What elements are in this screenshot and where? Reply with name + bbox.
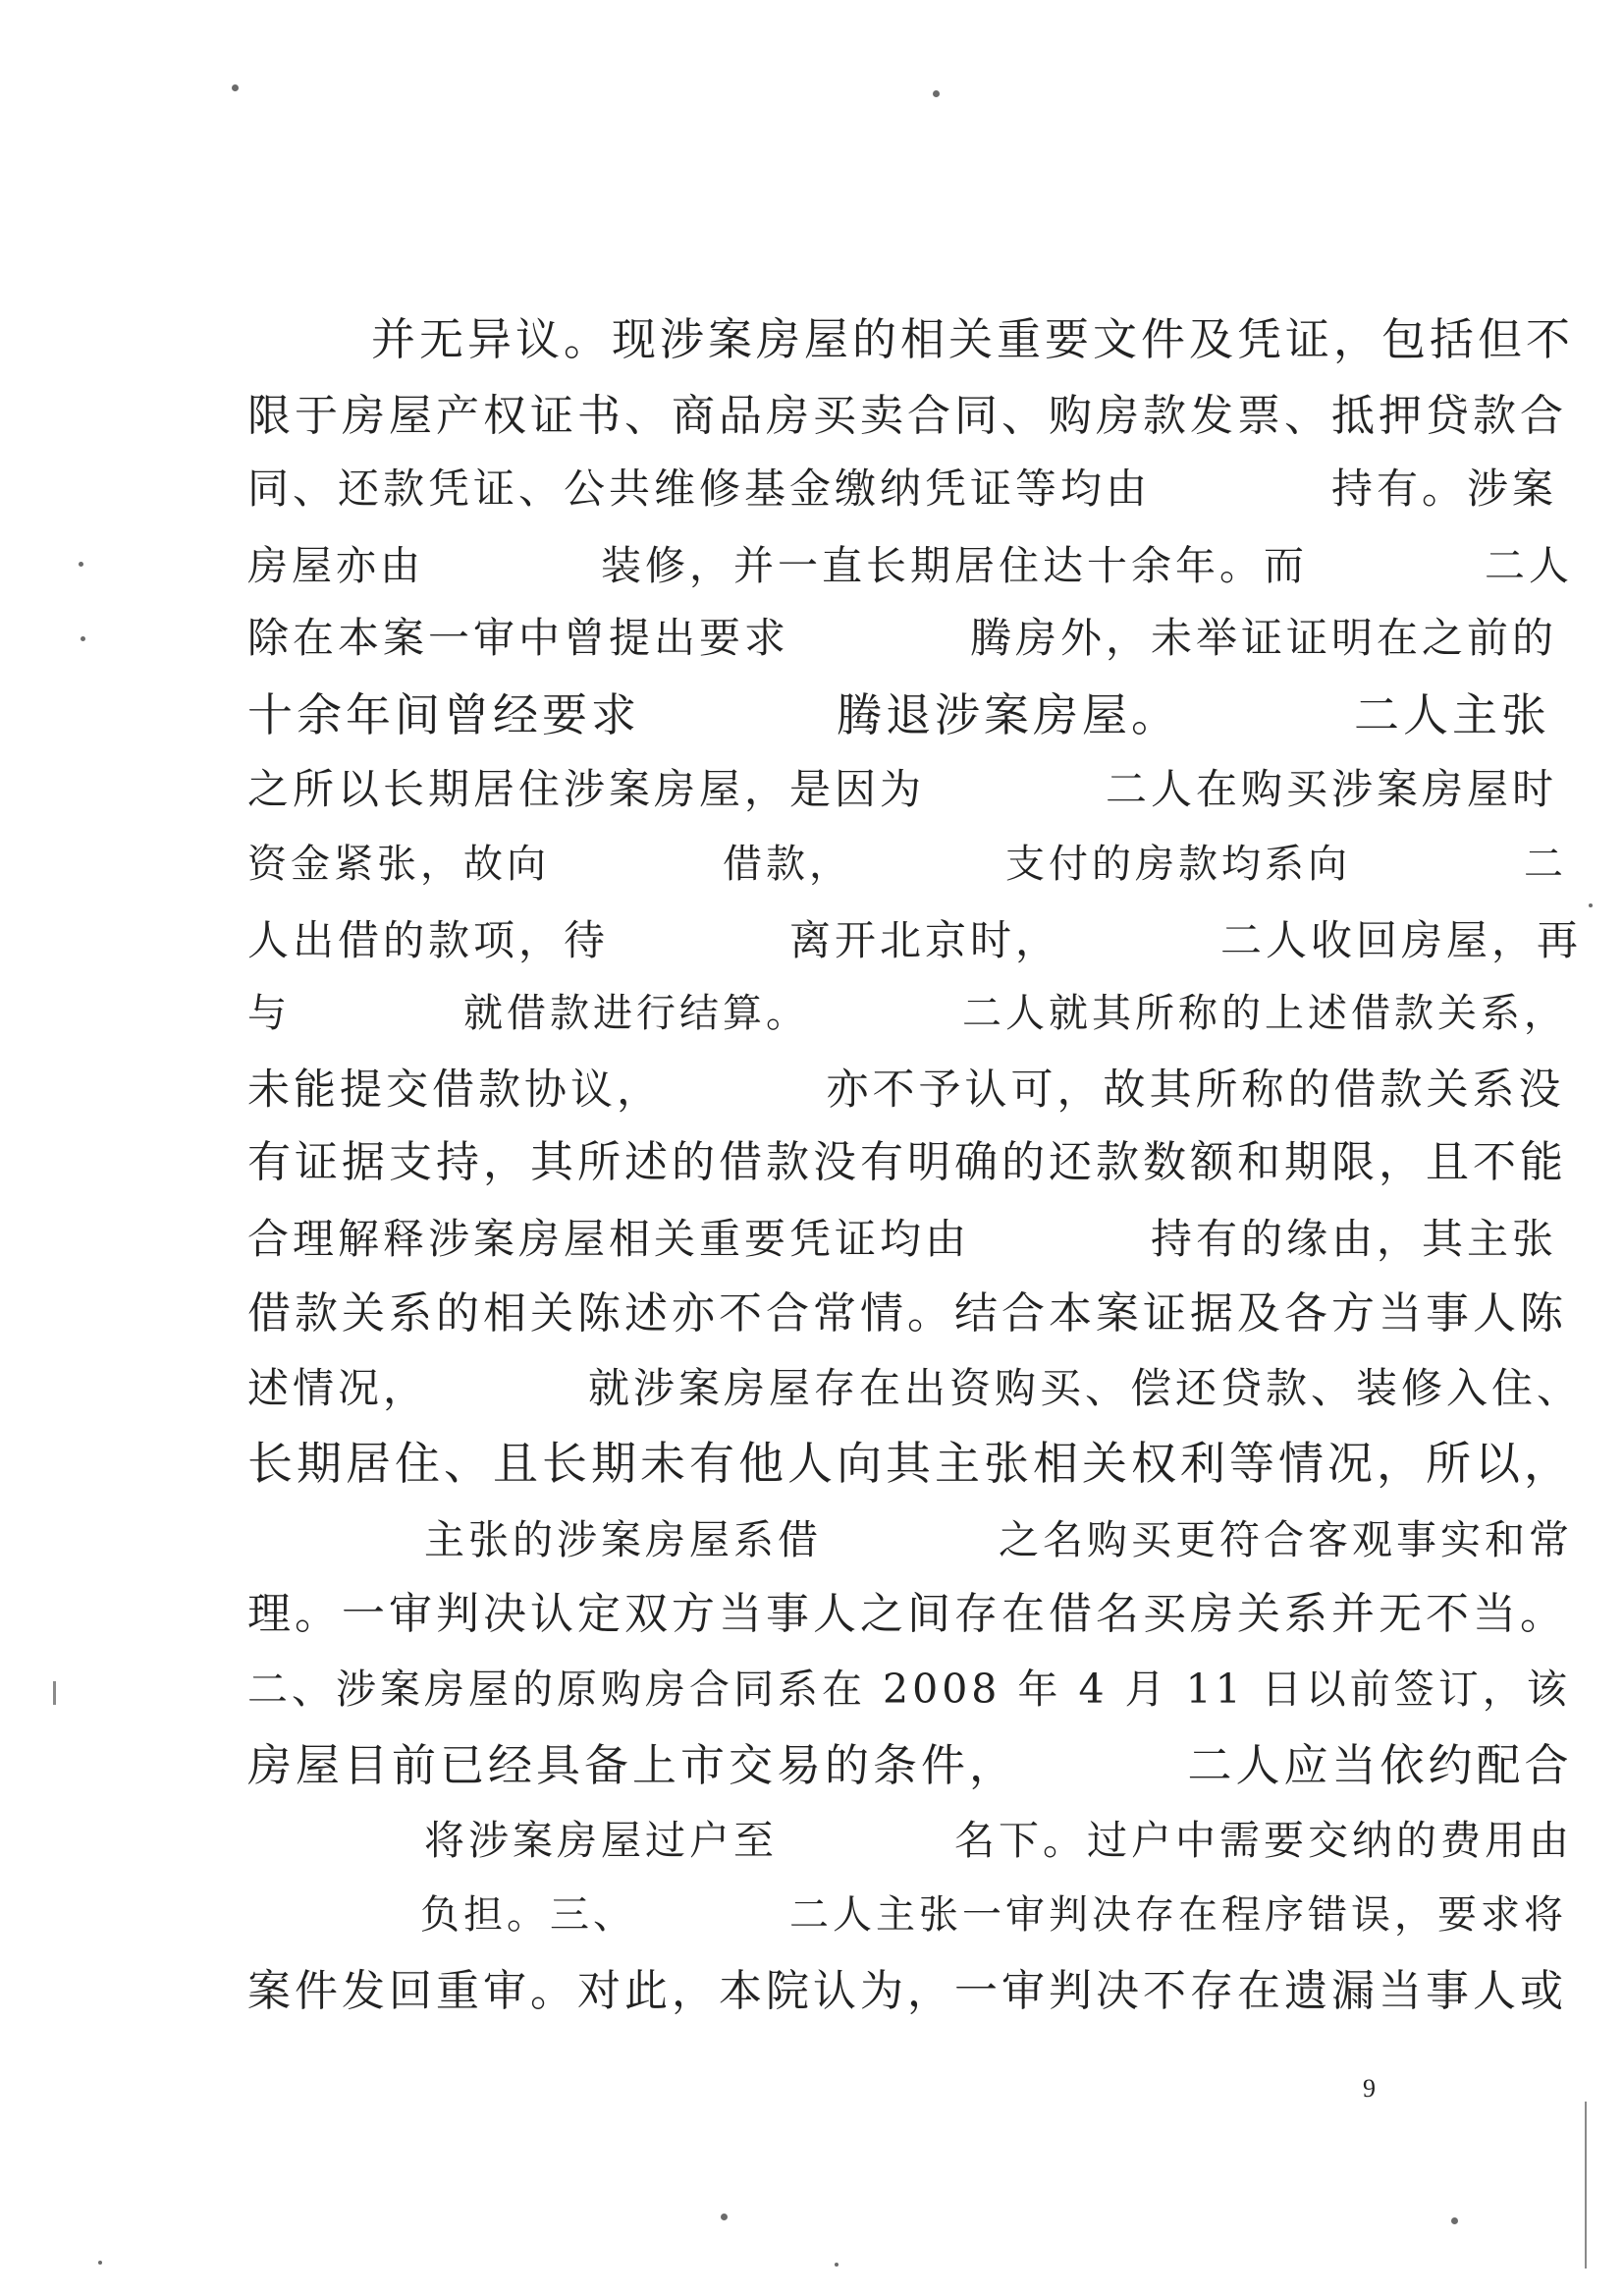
text-line: 负担。三、 二人主张一审判决存在程序错误，要求将 bbox=[247, 1892, 1567, 1938]
text-line: 合理解释涉案房屋相关重要凭证均由 持有的缘由，其主张 bbox=[247, 1215, 1558, 1263]
scan-speck bbox=[1451, 2217, 1458, 2224]
text-line: 与 就借款进行结算。 二人就其所称的上述借款关系， bbox=[247, 991, 1567, 1036]
text-line: 主张的涉案房屋系借 之名购买更符合客观事实和常 bbox=[247, 1516, 1573, 1563]
page-number: 9 bbox=[1363, 2074, 1376, 2103]
scan-speck bbox=[98, 2261, 102, 2265]
scan-mark bbox=[53, 1681, 56, 1705]
text-line: 述情况， 就涉案房屋存在出资购买、偿还贷款、装修入住、 bbox=[247, 1364, 1583, 1412]
text-line: 案件发回重审。对此，本院认为，一审判决不存在遗漏当事人或 bbox=[247, 1966, 1567, 2016]
text-line: 理。一审判决认定双方当事人之间存在借名买房关系并无不当。 bbox=[247, 1589, 1567, 1639]
scan-speck bbox=[232, 84, 239, 91]
text-line: 十余年间曾经要求 腾退涉案房屋。 二人主张 bbox=[247, 688, 1550, 741]
text-line: 同、还款凭证、公共维修基金缴纳凭证等均由 持有。涉案 bbox=[247, 465, 1558, 513]
scan-speck bbox=[1589, 903, 1593, 907]
text-line: 并无异议。现涉案房屋的相关重要文件及凭证，包括但不 bbox=[371, 313, 1575, 365]
text-line: 借款关系的相关陈述亦不合常情。结合本案证据及各方当事人陈 bbox=[247, 1288, 1567, 1339]
text-line: 有证据支持，其所述的借款没有明确的还款数额和期限，且不能 bbox=[247, 1137, 1567, 1187]
text-line: 资金紧张，故向 借款， 支付的房款均系向 二 bbox=[247, 842, 1567, 887]
text-line: 房屋目前已经具备上市交易的条件， 二人应当依约配合 bbox=[247, 1739, 1573, 1791]
text-line: 未能提交借款协议， 亦不予认可，故其所称的借款关系没 bbox=[247, 1066, 1565, 1115]
text-line: 将涉案房屋过户至 名下。过户中需要交纳的费用由 bbox=[247, 1817, 1573, 1864]
scan-speck bbox=[721, 2214, 728, 2220]
text-line: 之所以长期居住涉案房屋，是因为 二人在购买涉案房屋时 bbox=[247, 765, 1558, 813]
text-line: 人出借的款项，待 离开北京时， 二人收回房屋，再 bbox=[247, 916, 1583, 964]
scan-mark bbox=[1585, 2102, 1587, 2269]
scan-speck bbox=[79, 562, 83, 567]
text-line: 二、涉案房屋的原购房合同系在 2008 年 4 月 11 日以前签订，该 bbox=[247, 1666, 1571, 1713]
text-line: 除在本案一审中曾提出要求 腾房外，未举证证明在之前的 bbox=[247, 614, 1558, 662]
text-line: 限于房屋产权证书、商品房买卖合同、购房款发票、抵押贷款合 bbox=[247, 391, 1567, 441]
scan-speck bbox=[835, 2263, 839, 2267]
text-line: 房屋亦由 装修，并一直长期居住达十余年。而 二人 bbox=[247, 542, 1573, 589]
scan-speck bbox=[81, 636, 85, 641]
text-line: 长期居住、且长期未有他人向其主张相关权利等情况，所以， bbox=[247, 1437, 1573, 1490]
scan-speck bbox=[933, 90, 940, 97]
